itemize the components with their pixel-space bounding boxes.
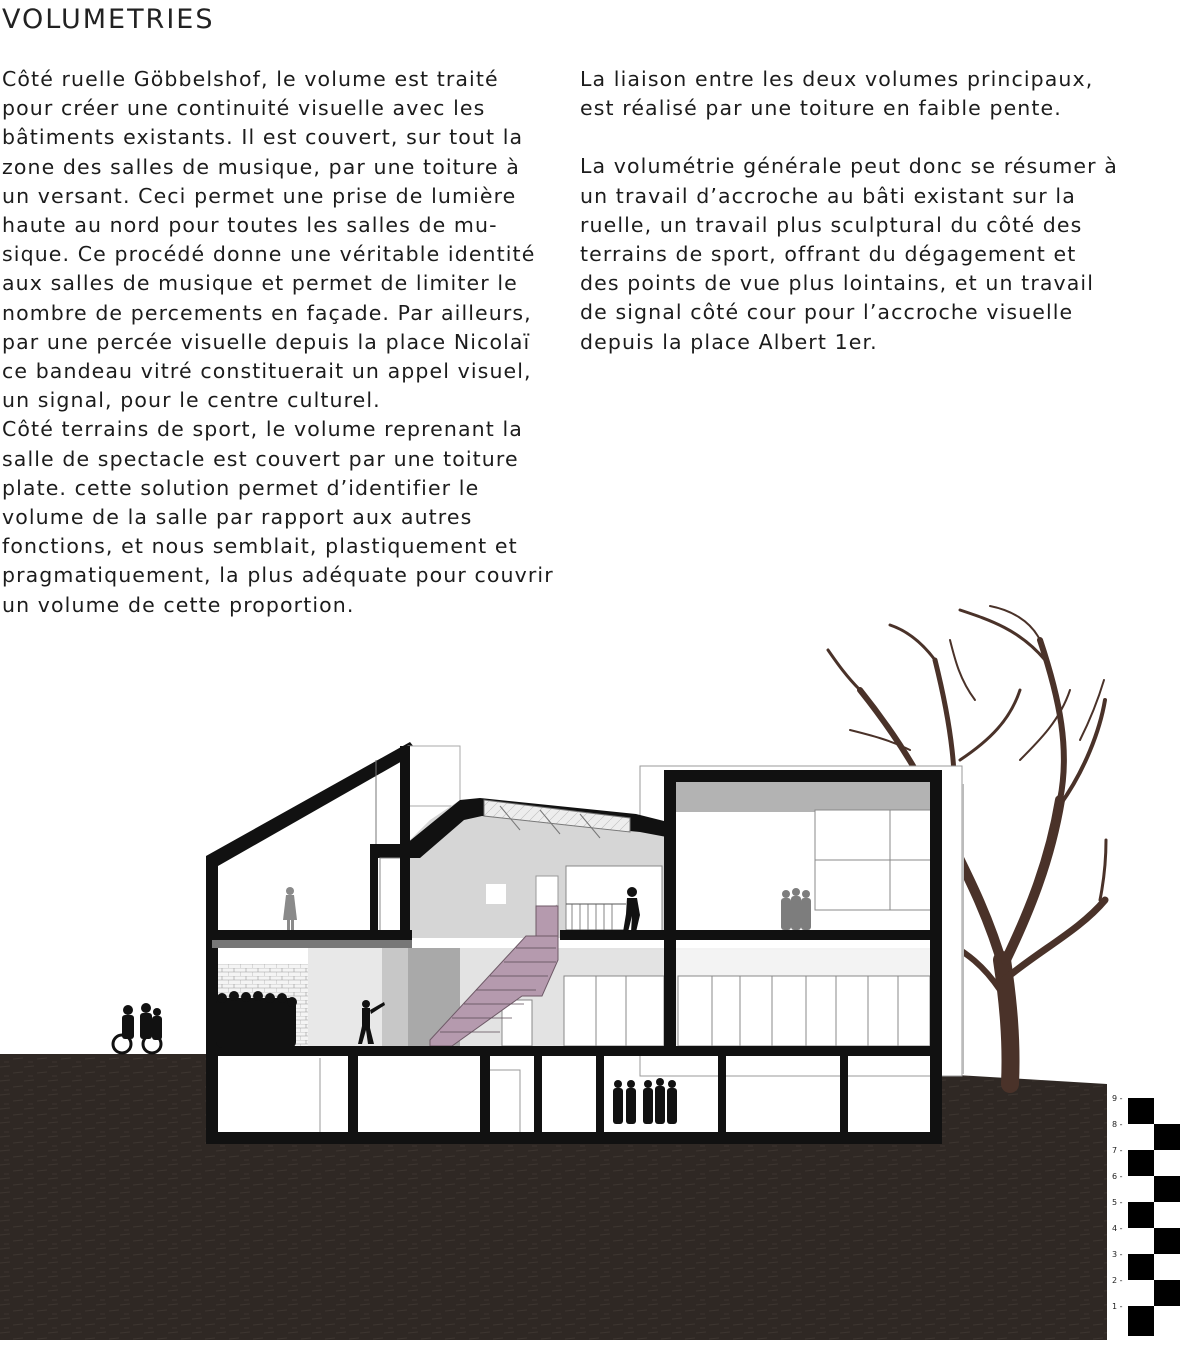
scale-label-9: 9 - [1112,1094,1123,1103]
scale-label-6: 6 - [1112,1172,1123,1181]
scale-label-5: 5 - [1112,1198,1123,1207]
text-line: Côté terrains de sport, le volume reprenant la [2,417,523,442]
scale-label-1: 1 - [1112,1302,1123,1311]
text-line: pour créer une continuité visuelle avec les [2,96,486,121]
text-line: zone des salles de musique, par une toiture à [2,154,520,179]
right-volume-glazing [678,976,930,1046]
text-line: nombre de percements en façade. Par ailleurs, [2,300,532,325]
scale-label-2: 2 - [1112,1276,1123,1285]
scale-label-4: 4 - [1112,1224,1123,1233]
scale-label-3: 3 - [1112,1250,1123,1259]
text-line: La liaison entre les deux volumes principaux, [580,67,1094,91]
page-title: VOLUMETRIES [2,4,215,35]
text-line: salle de spectacle est couvert par une toiture [2,446,519,471]
text-line: fonctions, et nous semblait, plastiquement et [2,534,518,559]
text-line: ruelle, un travail plus sculptural du côté des [580,212,1083,237]
text-line: plate. cette solution permet d’identifier le [2,475,480,500]
text-line: ce bandeau vitré constituerait un appel visuel, [2,359,532,384]
group-upper-right [781,888,811,930]
text-line: bâtiments existants. Il est couvert, sur tout la [2,125,524,150]
group-lower-ground [216,991,297,1048]
text-line: de signal côté cour pour l’accroche visuelle [580,300,1074,325]
scale-label-8: 8 - [1112,1120,1123,1129]
scale-bar [1112,1094,1180,1336]
text-line: un travail d’accroche au bâti existant sur la [580,183,1076,208]
text-line: La volumétrie générale peut donc se résumer à [580,154,1118,179]
text-line: terrains de sport, offrant du dégagement et [580,242,1077,267]
text-line: sique. Ce procédé donne une véritable identité [2,242,536,267]
text-line: haute au nord pour toutes les salles de mu- [2,213,498,238]
text-line: volume de la salle par rapport aux autres [2,505,473,530]
text-line: par une percée visuelle depuis la place Nicolaï [2,329,531,354]
scale-label-7: 7 - [1112,1146,1123,1155]
text-line: Côté ruelle Göbbelshof, le volume est traité [2,67,499,91]
text-line: pragmatiquement, la plus adéquate pour couvrir [2,563,554,588]
cyclists [113,1003,162,1053]
text-line: aux salles de musique et permet de limiter le [2,271,518,296]
ground-floor-glazing [564,976,664,1046]
text-line: un signal, pour le centre culturel. [2,388,381,413]
text-line: depuis la place Albert 1er. [580,329,878,354]
text-line: est réalisé par une toiture en faible pente. [580,96,1062,121]
text-line: des points de vue plus lointains, et un travail [580,271,1095,296]
text-line: un versant. Ceci permet une prise de lumière [2,183,517,208]
text-line: un volume de cette proportion. [2,592,355,617]
